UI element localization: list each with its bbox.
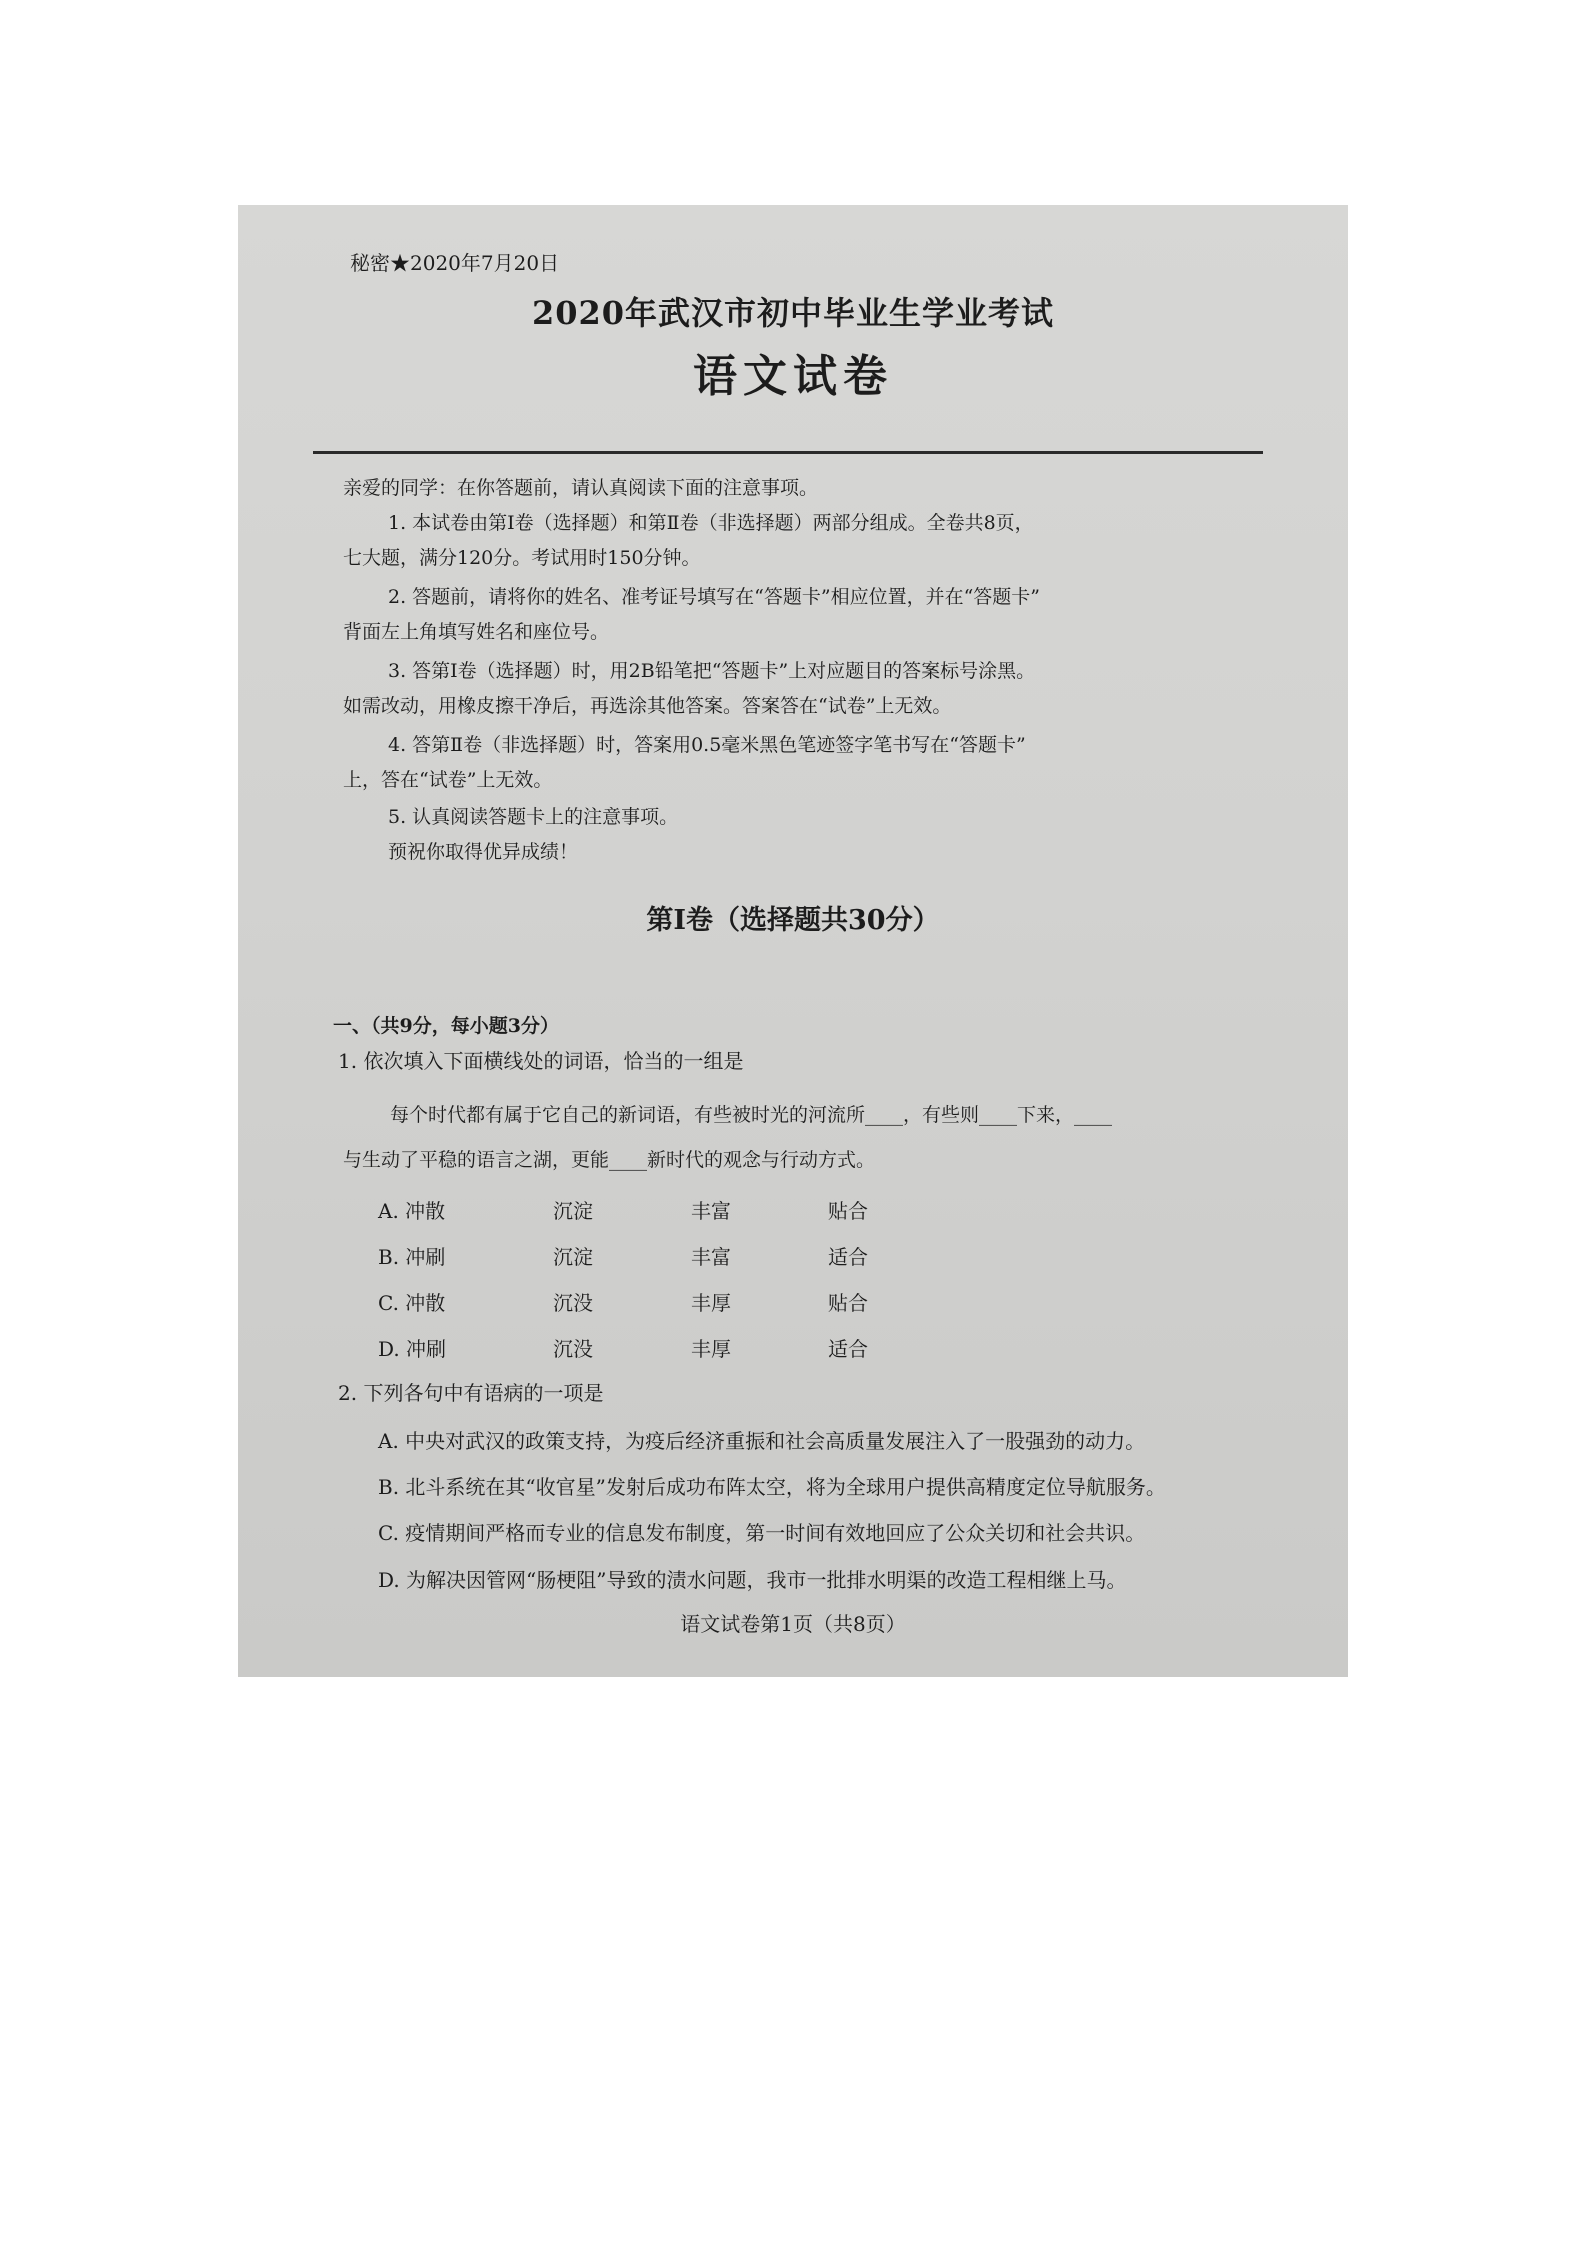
option-word: 丰富 <box>691 1199 731 1223</box>
option-word: 丰厚 <box>691 1337 731 1361</box>
option-word: 适合 <box>828 1337 868 1361</box>
option-word: 丰富 <box>691 1245 731 1269</box>
exam-page-photo <box>238 205 1348 1677</box>
question-2-option-c: C. 疫情期间严格而专业的信息发布制度，第一时间有效地回应了公众关切和社会共识。 <box>378 1521 1146 1545</box>
option-label: C. 冲散 <box>378 1291 446 1315</box>
option-word: 贴合 <box>828 1199 868 1223</box>
section-1-heading: 一、（共9分，每小题3分） <box>333 1015 559 1037</box>
notice-item-1-line-1: 1. 本试卷由第Ⅰ卷（选择题）和第Ⅱ卷（非选择题）两部分组成。全卷共8页， <box>388 512 1034 534</box>
option-word: 沉没 <box>553 1291 593 1315</box>
secret-date-label: 秘密★2020年7月20日 <box>350 251 560 275</box>
option-word: 沉淀 <box>553 1245 593 1269</box>
notice-greeting: 亲爱的同学：在你答题前，请认真阅读下面的注意事项。 <box>343 477 819 499</box>
question-1-stem: 1. 依次填入下面横线处的词语，恰当的一组是 <box>338 1049 744 1073</box>
question-2-stem: 2. 下列各句中有语病的一项是 <box>338 1381 604 1405</box>
option-word: 沉淀 <box>553 1199 593 1223</box>
option-label: D. 冲刷 <box>378 1337 447 1361</box>
notice-item-3-line-1: 3. 答第Ⅰ卷（选择题）时，用2B铅笔把“答题卡”上对应题目的答案标号涂黑。 <box>388 660 1036 682</box>
exam-subtitle: 语文试卷 <box>693 351 893 402</box>
header-divider <box>313 451 1263 454</box>
question-2-option-b: B. 北斗系统在其“收官星”发射后成功布阵太空，将为全球用户提供高精度定位导航服务。 <box>378 1475 1166 1499</box>
notice-item-2-line-2: 背面左上角填写姓名和座位号。 <box>343 621 610 643</box>
notice-wish: 预祝你取得优异成绩！ <box>388 841 579 863</box>
notice-item-4-line-1: 4. 答第Ⅱ卷（非选择题）时，答案用0.5毫米黑色笔迹签字笔书写在“答题卡” <box>388 734 1026 756</box>
option-word: 贴合 <box>828 1291 868 1315</box>
question-2-option-a: A. 中央对武汉的政策支持，为疫后经济重振和社会高质量发展注入了一股强劲的动力。 <box>378 1429 1146 1453</box>
option-word: 丰厚 <box>691 1291 731 1315</box>
question-1-passage-line-2: 与生动了平稳的语言之湖，更能____新时代的观念与行动方式。 <box>343 1149 876 1171</box>
question-1-passage-line-1: 每个时代都有属于它自己的新词语，有些被时光的河流所____，有些则____下来，____ <box>390 1104 1113 1126</box>
page-footer: 语文试卷第1页（共8页） <box>680 1612 906 1636</box>
option-word: 适合 <box>828 1245 868 1269</box>
notice-item-3-line-2: 如需改动，用橡皮擦干净后，再选涂其他答案。答案答在“试卷”上无效。 <box>343 695 952 717</box>
option-label: B. 冲刷 <box>378 1245 446 1269</box>
notice-item-5: 5. 认真阅读答题卡上的注意事项。 <box>388 806 679 828</box>
part-1-heading: 第Ⅰ卷（选择题共30分） <box>646 905 940 936</box>
exam-title: 2020年武汉市初中毕业生学业考试 <box>531 294 1055 332</box>
question-2-option-d: D. 为解决因管网“肠梗阻”导致的渍水问题，我市一批排水明渠的改造工程相继上马。 <box>378 1568 1127 1592</box>
option-word: 沉没 <box>553 1337 593 1361</box>
notice-item-1-line-2: 七大题，满分120分。考试用时150分钟。 <box>343 547 701 569</box>
option-label: A. 冲散 <box>378 1199 446 1223</box>
notice-item-2-line-1: 2. 答题前，请将你的姓名、准考证号填写在“答题卡”相应位置，并在“答题卡” <box>388 586 1041 608</box>
notice-item-4-line-2: 上，答在“试卷”上无效。 <box>343 769 553 791</box>
